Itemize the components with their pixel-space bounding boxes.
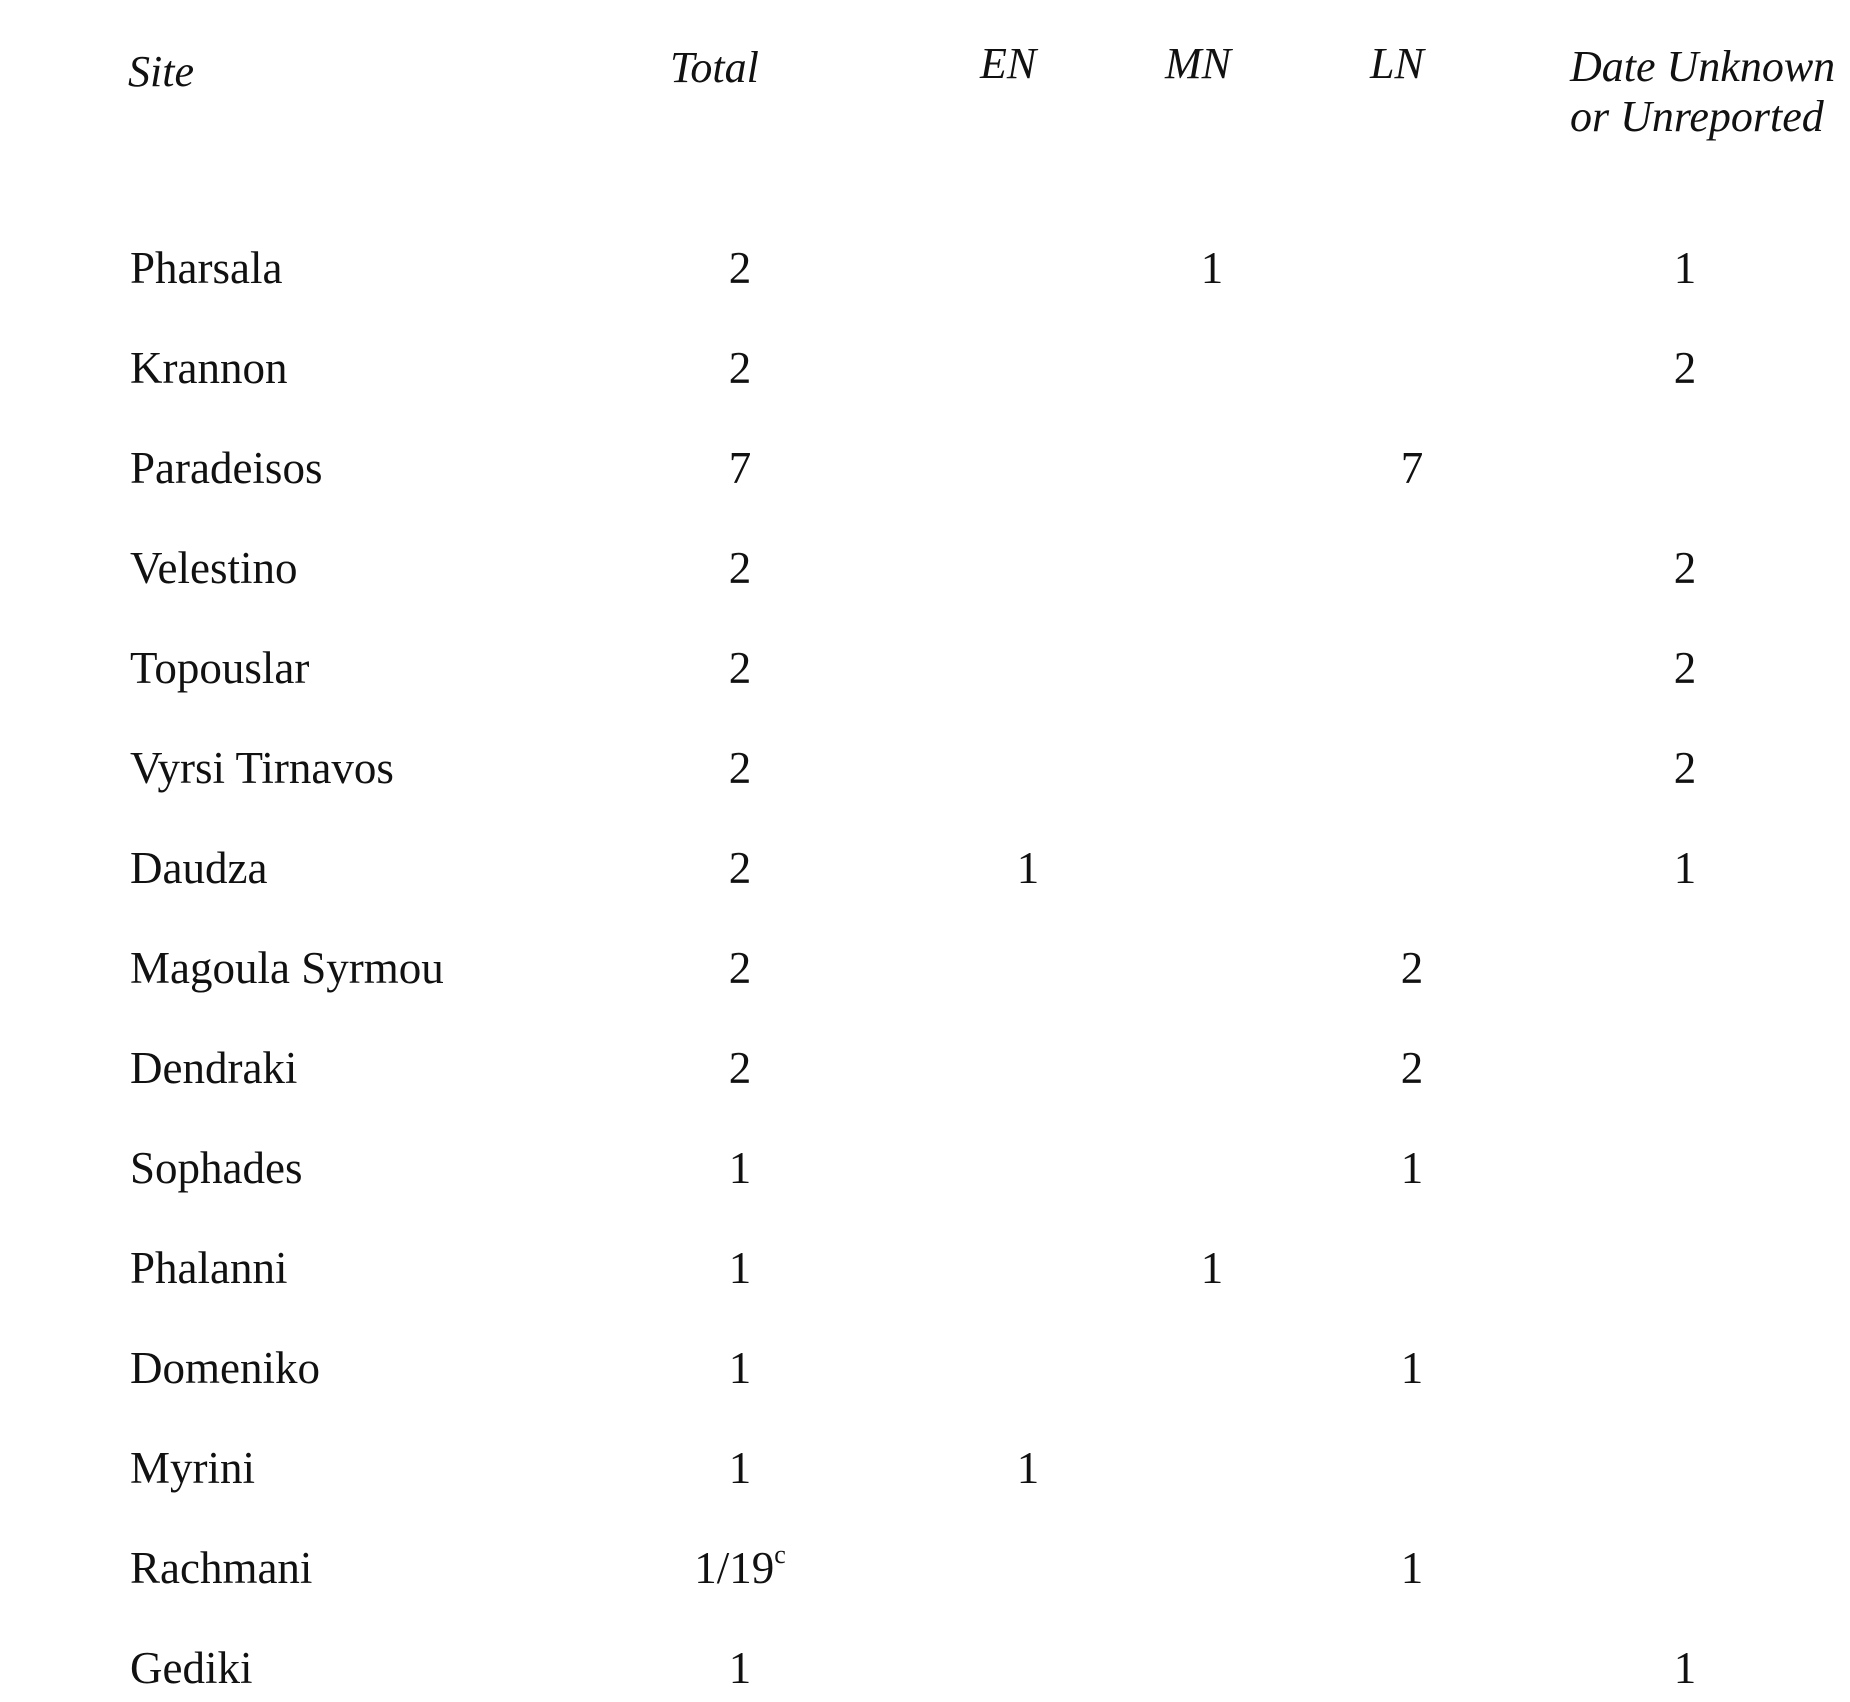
cell-site	[130, 742, 394, 794]
cell-unknown	[1674, 742, 1697, 794]
cell-site-value: Velestino	[130, 543, 298, 593]
cell-total	[729, 742, 752, 794]
table-row	[0, 942, 1850, 1002]
cell-mn	[1201, 242, 1224, 294]
cell-ln	[1401, 1042, 1424, 1094]
table-row	[0, 542, 1850, 602]
cell-unknown-value: 2	[1673, 543, 1697, 593]
table-row	[0, 1542, 1850, 1602]
cell-total-value: 1	[728, 1243, 752, 1293]
cell-total	[729, 1442, 752, 1494]
cell-site-value: Dendraki	[130, 1043, 298, 1093]
cell-site	[130, 1142, 303, 1194]
cell-en-value: 1	[1016, 843, 1040, 893]
cell-unknown	[1674, 542, 1697, 594]
table-row	[0, 1242, 1850, 1302]
header-site: Site	[128, 47, 194, 96]
header-ln: LN	[1370, 39, 1424, 88]
cell-unknown	[1674, 242, 1697, 294]
cell-ln	[1401, 1142, 1424, 1194]
cell-unknown	[1674, 642, 1697, 694]
cell-mn-value: 1	[1200, 243, 1224, 293]
cell-total-value: 1	[728, 1443, 752, 1493]
cell-site	[130, 1442, 255, 1494]
cell-site	[130, 1042, 297, 1094]
cell-site	[130, 1342, 320, 1394]
table-row	[0, 342, 1850, 402]
table-row	[0, 1042, 1850, 1102]
cell-site-value: Daudza	[130, 843, 268, 893]
cell-total-value: 2	[728, 643, 752, 693]
cell-site	[130, 1642, 252, 1694]
cell-total	[729, 242, 752, 294]
cell-unknown-value: 2	[1673, 343, 1697, 393]
cell-site	[130, 642, 309, 694]
cell-total	[729, 1242, 752, 1294]
cell-site	[130, 342, 287, 394]
cell-total-value: 7	[728, 443, 752, 493]
cell-site-value: Vyrsi Tirnavos	[130, 743, 394, 793]
cell-total-value: 2	[728, 943, 752, 993]
cell-ln	[1401, 1342, 1424, 1394]
cell-site-value: Pharsala	[130, 243, 283, 293]
cell-total-value: 2	[728, 243, 752, 293]
header-date-unknown-line2: or Unreported	[1570, 92, 1824, 141]
cell-site	[130, 1542, 312, 1594]
header-date-unknown-line1: Date Unknown	[1570, 42, 1836, 91]
cell-site-value: Rachmani	[130, 1543, 313, 1593]
cell-site-value: Gediki	[130, 1643, 253, 1693]
cell-ln-value: 1	[1400, 1543, 1424, 1593]
cell-total	[729, 942, 752, 994]
cell-total	[729, 442, 752, 494]
table-row	[0, 242, 1850, 302]
cell-total	[729, 342, 752, 394]
cell-total	[729, 1342, 752, 1394]
footnote-marker: c	[774, 1540, 786, 1569]
cell-total-value: 2	[728, 343, 752, 393]
table-row	[0, 1642, 1850, 1702]
cell-mn	[1201, 1242, 1224, 1294]
table-row	[0, 742, 1850, 802]
cell-total-value: 1	[728, 1343, 752, 1393]
cell-site	[130, 942, 444, 994]
table-row	[0, 1442, 1850, 1502]
cell-site-value: Topouslar	[130, 643, 310, 693]
cell-unknown-value: 2	[1673, 743, 1697, 793]
table-row	[0, 442, 1850, 502]
table-row	[0, 1342, 1850, 1402]
cell-total	[729, 542, 752, 594]
cell-total	[729, 1142, 752, 1194]
cell-unknown	[1674, 842, 1697, 894]
cell-site	[130, 242, 282, 294]
cell-total	[729, 1042, 752, 1094]
cell-unknown	[1674, 342, 1697, 394]
cell-total-value: 2	[728, 843, 752, 893]
cell-ln	[1401, 1542, 1424, 1594]
cell-total	[694, 1542, 786, 1594]
cell-total-value: 2	[728, 543, 752, 593]
cell-ln-value: 1	[1400, 1343, 1424, 1393]
header-en: EN	[980, 39, 1037, 88]
cell-ln	[1401, 442, 1424, 494]
cell-ln-value: 2	[1400, 1043, 1424, 1093]
cell-total	[729, 1642, 752, 1694]
cell-total-value: 1	[728, 1143, 752, 1193]
cell-total	[729, 642, 752, 694]
cell-en	[1017, 1442, 1040, 1494]
cell-total	[729, 842, 752, 894]
cell-total-value: 2	[728, 1043, 752, 1093]
header-date-unknown	[1570, 42, 1835, 142]
cell-site-value: Sophades	[130, 1143, 303, 1193]
cell-unknown	[1674, 1642, 1697, 1694]
cell-site-value: Krannon	[130, 343, 288, 393]
header-total: Total	[670, 43, 759, 92]
cell-site	[130, 1242, 287, 1294]
cell-site-value: Phalanni	[130, 1243, 288, 1293]
table-row	[0, 842, 1850, 902]
cell-unknown-value: 1	[1673, 243, 1697, 293]
cell-site	[130, 442, 322, 494]
cell-unknown-value: 1	[1673, 1643, 1697, 1693]
cell-site	[130, 842, 267, 894]
cell-site-value: Myrini	[130, 1443, 256, 1493]
cell-site	[130, 542, 297, 594]
cell-site-value: Domeniko	[130, 1343, 320, 1393]
cell-site-value: Paradeisos	[130, 443, 323, 493]
cell-unknown-value: 1	[1673, 843, 1697, 893]
cell-total-value: 2	[728, 743, 752, 793]
cell-ln	[1401, 942, 1424, 994]
table-row	[0, 642, 1850, 702]
cell-en-value: 1	[1016, 1443, 1040, 1493]
cell-unknown-value: 2	[1673, 643, 1697, 693]
cell-site-value: Magoula Syrmou	[130, 943, 444, 993]
header-mn: MN	[1165, 39, 1231, 88]
cell-mn-value: 1	[1200, 1243, 1224, 1293]
cell-en	[1017, 842, 1040, 894]
cell-total-value: 1/19	[694, 1543, 775, 1593]
cell-total-value: 1	[728, 1643, 752, 1693]
table-row	[0, 1142, 1850, 1202]
cell-ln-value: 7	[1400, 443, 1424, 493]
cell-ln-value: 1	[1400, 1143, 1424, 1193]
cell-ln-value: 2	[1400, 943, 1424, 993]
